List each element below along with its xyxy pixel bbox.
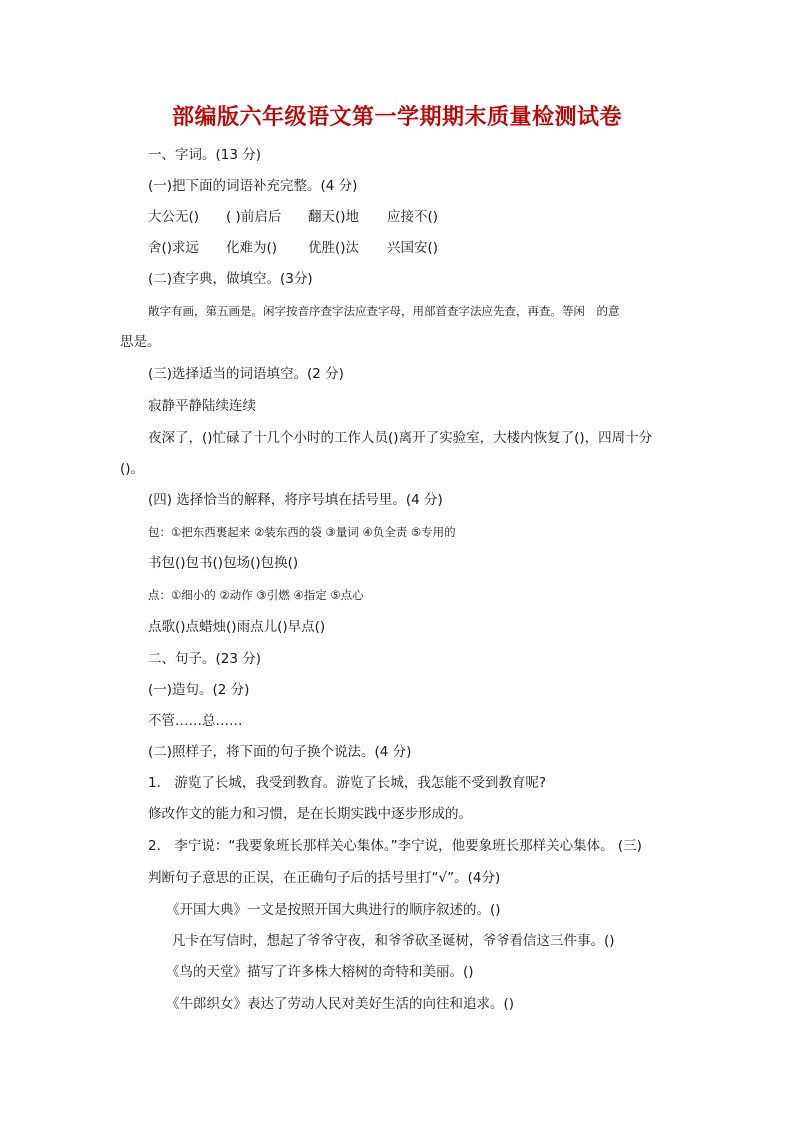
- q1-row-1: [148, 208, 438, 226]
- s2-q1-text: 不管……总……: [148, 713, 243, 729]
- section-2-heading: 二、句子。(23 分): [148, 651, 262, 667]
- q3-text-continued: ()。: [120, 461, 145, 477]
- q4-bao-definitions: 包：①把东西裹起来 ②装东西的袋 ③量词 ④负全责 ⑤专用的: [148, 525, 456, 539]
- q4-dian-items: 点歌()点蜡烛()雨点儿()早点(): [148, 619, 326, 635]
- judgment-item: 《牛郎织女》表达了劳动人民对美好生活的向往和追求。(): [166, 996, 515, 1012]
- q4-bao-items: 书包()包书()包场()包换(): [148, 555, 299, 571]
- s2-q2-heading: (二)照样子，将下面的句子换个说法。(4 分): [148, 744, 412, 760]
- judgment-item: 《开国大典》一文是按照开国大典进行的顺序叙述的。(): [166, 902, 501, 918]
- word-blank: 翻天()地: [308, 209, 360, 225]
- word-blank: ( )前启后: [226, 209, 282, 225]
- judgment-item: 《鸟的天堂》描写了许多株大榕树的奇特和美丽。(): [166, 964, 474, 980]
- page-title: 部编版六年级语文第一学期期末质量检测试卷: [171, 104, 622, 130]
- q1-heading: (一)把下面的词语补充完整。(4 分): [148, 178, 358, 194]
- q3-text: 夜深了，()忙碌了十几个小时的工作人员()离开了实验室，大楼内恢复了()，四周十分: [148, 430, 653, 446]
- word-blank: 兴国安(): [387, 240, 439, 256]
- q2-heading: (二)查字典，做填空。(3分): [148, 271, 313, 287]
- word-blank: 优胜()汰: [308, 240, 360, 256]
- q4-heading: (四) 选择恰当的解释，将序号填在括号里。(4 分): [148, 492, 443, 508]
- judgment-item: 凡卡在写信时，想起了爷爷守夜，和爷爷砍圣诞树，爷爷看信这三件事。(): [172, 933, 615, 949]
- q2-text-continued: 思是。: [120, 334, 161, 350]
- s2-q1-heading: (一)造句。(2 分): [148, 682, 250, 698]
- word-blank: 大公无(): [148, 209, 200, 225]
- s2-q2-item-1: 1. 游览了长城，我受到教育。游览了长城，我怎能不受到教育呢?: [148, 775, 547, 791]
- q3-heading: (三)选择适当的词语填空。(2 分): [148, 366, 344, 382]
- word-blank: 应接不(): [387, 209, 439, 225]
- s2-q2-item-1-b: 修改作文的能力和习惯，是在长期实践中逐步形成的。: [148, 806, 472, 822]
- s2-q2-item-2: 2. 李宁说：“我要象班长那样关心集体。”李宁说，他要象班长那样关心集体。 (三): [148, 838, 642, 854]
- q2-text: 敞字有画，第五画是。闲字按音序查字法应查字母，用部首查字法应先查，再查。等闲 的意: [148, 304, 620, 318]
- s2-q3-heading: 判断句子意思的正误，在正确句子后的括号里打“√”。(4分): [148, 870, 501, 886]
- word-blank: 舍()求远: [148, 240, 200, 256]
- q1-row-2: [148, 239, 438, 257]
- q3-word-choices: 寂静平静陆续连续: [148, 398, 256, 414]
- section-1-heading: 一、字词。(13 分): [148, 147, 262, 163]
- word-blank: 化难为(): [226, 240, 278, 256]
- q4-dian-definitions: 点：①细小的 ②动作 ③引燃 ④指定 ⑤点心: [148, 588, 364, 602]
